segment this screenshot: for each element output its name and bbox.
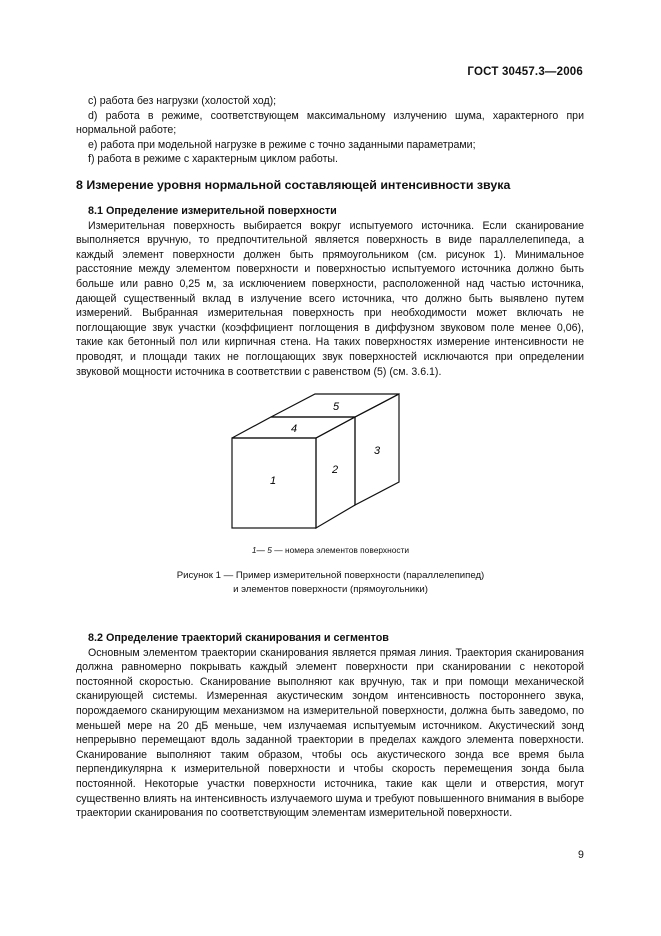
document-id-header: ГОСТ 30457.3—2006 [467, 66, 583, 78]
legend-range: 1— 5 [251, 545, 272, 555]
section-8-2-heading: 8.2 Определение траекторий сканирования и сегментов [88, 632, 389, 644]
list-item-c: c) работа без нагрузки (холостой ход); [88, 95, 277, 107]
caption-line-2: и элементов поверхности (прямоугольники) [233, 583, 428, 595]
section-8-1 [76, 204, 584, 379]
label-1: 1 [270, 475, 277, 487]
mode-list [76, 94, 584, 167]
section-8-1-heading: 8.1 Определение измерительной поверхности [88, 205, 337, 217]
parallelepiped-diagram [228, 388, 408, 533]
list-item-e: e) работа при модельной нагрузке в режиме с точно заданными параметрами; [88, 138, 476, 151]
section-8-2 [76, 631, 584, 821]
section-8-heading: 8 Измерение уровня нормальной составляющей интенсивности звука [76, 178, 511, 192]
section-8-2-body: Основным элементом траектории сканирования является прямая линия. Траектория сканирования должна равномерно покрывать каждый элемент поверхности при сканировании с некоторой постоянной скоростью. Сканирование выполняют как вручную, так и при помощи механической сканирующей системы. Измеренная акустическим зондом интенсивность постороннего звука, порождаемого сканирующим механизмом на измерительной поверхности, должна быть заведомо, по меньшей мере на 20 дБ меньше, чем излучаемая испытуемым источником. Акустический зонд непрерывно перемещают вдоль заданной траектории в пределах каждого элемента поверхности. Сканирование выполняют таким образом, чтобы ось акустического зонда все время была перпендикулярна к измерительной поверхности и чтобы скорость перемещения зонда была постоянной. Некоторые участки поверхности источника, такие как щели и отверстия, могут существенно влиять на интенсивность излучаемого шума и требуют повышенного внимания в выборе траектории сканирования по соответствующим элементам измерительной поверхности. [76, 646, 584, 820]
section-8-1-body: Измерительная поверхность выбирается вокруг испытуемого источника. Если сканирование выполняется вручную, то предпочтительной является поверхность в виде параллелепипеда, а каждый элемент поверхности должен быть прямоугольником (см. рисунок 1). Минимальное расстояние между элементом поверхности и поверхностью испытуемого источника должно быть больше или равно 0,25 м, за исключением поверхности, расположенной над частью источника, дающей существенный вклад в излучение всего источника, что должно быть выявлено путем измерений. Выбранная измерительная поверхность при необходимости может включать не поглощающие звук участки (коэффициент поглощения в диффузном звуковом поле менее 0,06), такие как бетонный пол или кирпичная стена. На таких поверхностях измерение интенсивности не проводят, и площади таких не поглощающих звук поверхностей исключаются при определении звуковой мощности источника в соответствии с равенством (5) (см. 3.6.1). [76, 219, 584, 378]
figure-1-caption [0, 569, 661, 596]
caption-line-1: Рисунок 1 — Пример измерительной поверхности (параллелепипед) [176, 570, 485, 581]
legend-text: — номера элементов поверхности [271, 545, 410, 555]
label-4: 4 [291, 423, 298, 435]
list-item-d: d) работа в режиме, соответствующем максимальному излучению шума, характерного при нормальной работе; [76, 109, 584, 137]
list-item-f: f) работа в режиме с характерным циклом работы. [88, 153, 338, 166]
figure-1-legend [0, 545, 661, 555]
label-3: 3 [374, 445, 381, 457]
label-5: 5 [333, 401, 340, 413]
figure-1 [0, 388, 661, 548]
label-2: 2 [332, 464, 339, 476]
page-number: 9 [578, 849, 584, 861]
